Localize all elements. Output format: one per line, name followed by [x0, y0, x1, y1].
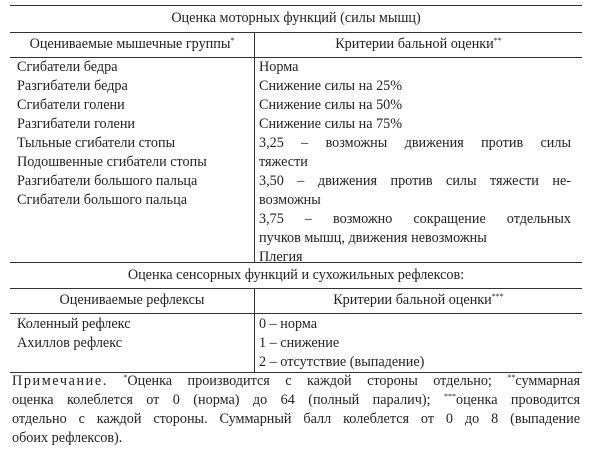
list-item: 3,25 – возможны движения против силы	[259, 135, 571, 151]
note-text-3: оценка колеблется от 0 (норма) до 64 (полный паралич);	[12, 392, 431, 408]
footnote-block	[12, 372, 580, 448]
list-item: пучков мышц, движения невозможны	[259, 230, 487, 246]
sensory-section-title: Оценка сенсорных функций и сухожильных рефлексов:	[127, 267, 465, 283]
note-line-3: отдельно с каждой стороны. Суммарный балл колеблется от 0 до 8 (выпадение	[12, 411, 580, 427]
list-item: Коленный рефлекс	[17, 316, 131, 332]
motor-criteria-list	[259, 58, 571, 267]
list-item: 3,50 – движения против силы тяжести не-	[259, 173, 571, 189]
list-item: Снижение силы на 50%	[259, 97, 403, 113]
list-item: тяжести	[259, 154, 308, 170]
note-line-2	[12, 391, 580, 410]
note-text-4: оценка проводится	[455, 392, 581, 408]
note-line-4: обоих рефлексов).	[12, 430, 123, 446]
sensory-col2-header	[255, 291, 582, 310]
motor-col2-header-text: Критерии бальной оценки	[335, 36, 494, 52]
footnote-mark-2: **	[493, 36, 502, 45]
note-line-1	[12, 372, 580, 391]
motor-section-title: Оценка моторных функций (силы мышц)	[171, 10, 421, 26]
motor-column-divider	[254, 32, 255, 262]
note-text-1: Оценка производится с каждой стороны отдельно;	[127, 373, 492, 389]
sensory-col1-header: Оцениваемые рефлексы	[59, 292, 205, 308]
motor-col1-header-text: Оцениваемые мышечные группы	[29, 36, 231, 52]
footnote-mark-1: *	[123, 373, 128, 382]
list-item: Сгибатели голени	[17, 97, 125, 113]
list-item: Ахиллов рефлекс	[17, 335, 123, 351]
list-item: Сгибатели бедра	[17, 59, 118, 75]
footnote-mark-3: ***	[443, 392, 456, 401]
reflex-criteria-list	[259, 315, 424, 372]
list-item: возможны	[259, 192, 321, 208]
muscle-group-list	[17, 58, 207, 210]
sensory-col2-header-text: Критерии бальной оценки	[333, 292, 492, 308]
list-item: 3,75 – возможно сокращение отдельных	[259, 211, 571, 227]
table-top-border	[10, 5, 582, 6]
footnote-mark-3: ***	[491, 292, 504, 301]
reflex-list	[17, 315, 131, 353]
list-item: Норма	[259, 59, 299, 75]
note-label: Примечание.	[12, 373, 108, 389]
list-item: Подошвенные сгибатели стопы	[17, 154, 207, 170]
list-item: Сгибатели большого пальца	[17, 192, 187, 208]
list-item: Разгибатели большого пальца	[17, 173, 198, 189]
list-item: Снижение силы на 25%	[259, 78, 403, 94]
list-item: Плегия	[259, 249, 303, 265]
sensory-header-divider	[10, 313, 582, 314]
footnote-mark-1: *	[230, 36, 235, 45]
sensory-header-top-divider	[10, 288, 582, 289]
motor-col2-header	[255, 35, 582, 54]
list-item: Снижение силы на 75%	[259, 116, 403, 132]
list-item: 0 – норма	[259, 316, 318, 332]
motor-col1-header	[10, 35, 254, 54]
list-item: 2 – отсутствие (выпадение)	[259, 354, 425, 370]
note-text-2: суммарная	[515, 373, 581, 389]
motor-title-divider	[10, 32, 582, 33]
list-item: Тыльные сгибатели стопы	[17, 135, 176, 151]
list-item: Разгибатели голени	[17, 116, 136, 132]
list-item: Разгибатели бедра	[17, 78, 128, 94]
list-item: 1 – снижение	[259, 335, 340, 351]
footnote-mark-2: **	[507, 373, 516, 382]
